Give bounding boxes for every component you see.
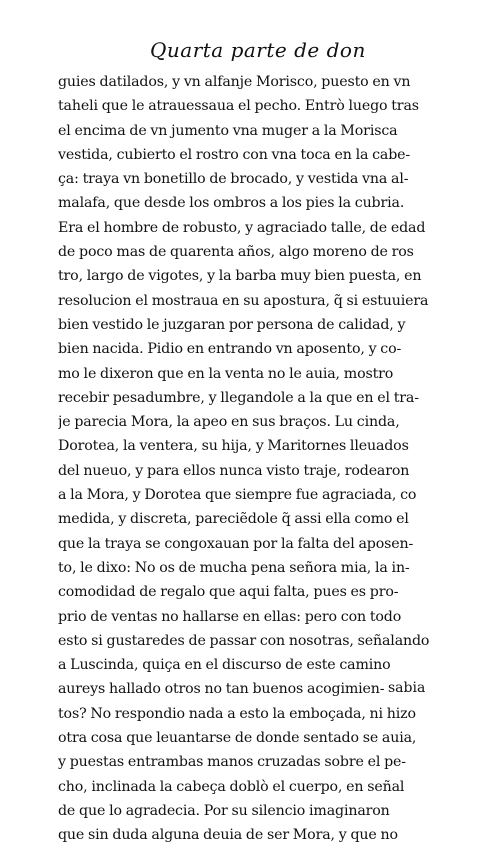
text-line: resolucion el mostraua en su apostura, q̃ si estuuiera [58, 292, 429, 309]
text-line: a la Mora, y Dorotea que siempre fue agraciada, co [58, 487, 417, 504]
text-line: del nueuo, y para ellos nunca visto traje, rodearon [58, 462, 410, 479]
text-line: malafa, que desde los ombros a los pies la cubria. [58, 195, 405, 212]
text-line: medida, y discreta, pareciẽdole q̃ assi ella como el [58, 511, 409, 528]
text-line: a Luscinda, quiça en el discurso de este camino [58, 657, 391, 674]
text-line: comodidad de regalo que aqui falta, pues es pro- [58, 584, 399, 601]
text-line: mo le dixeron que en la venta no le auia, mostro [58, 365, 394, 382]
text-line: que sin duda alguna deuia de ser Mora, y que no [58, 827, 398, 844]
text-line: cho, inclinada la cabeça doblò el cuerpo, en señal [58, 778, 405, 795]
text-line: bien nacida. Pidio en entrando vn aposento, y co- [58, 341, 402, 358]
text-line: vestida, cubierto el rostro con vna toca en la cabe- [58, 146, 411, 163]
text-line: prio de ventas no hallarse en ellas: pero con todo [58, 608, 402, 625]
text-line: recebir pesadumbre, y llegandole a la que en el tra- [58, 389, 419, 406]
text-line: esto si gustaredes de passar con nosotras, señalando [58, 632, 430, 649]
text-line: el encima de vn jumento vna muger a la Morisca [58, 122, 398, 139]
text-line: Dorotea, la ventera, su hija, y Maritornes lleuados [58, 438, 409, 455]
text-line: de poco mas de quarenta años, algo moreno de ros [58, 244, 414, 261]
text-line: y puestas entrambas manos cruzadas sobre el pe- [58, 754, 406, 771]
text-line: guies datilados, y vn alfanje Morisco, puesto en vn [58, 74, 411, 90]
text-line: aureys hallado otros no tan buenos acogimien- [58, 681, 385, 698]
text-line: tro, largo de vigotes, y la barba muy bien puesta, en [58, 268, 422, 285]
text-line: que la traya se congoxauan por la falta del aposen- [58, 535, 414, 552]
text-line: de que lo agradecia. Por su silencio imaginaron [58, 802, 390, 819]
text-line: je parecia Mora, la apeo en sus braços. Lu cinda, [58, 414, 400, 431]
text-line: tos? No respondio nada a esto la emboçada, ni hizo [58, 705, 416, 722]
text-line: taheli que le atrauessaua el pecho. Entrò luego tras [58, 98, 419, 115]
running-head: Quarta parte de don [150, 38, 366, 62]
text-line: ça: traya vn bonetillo de brocado, y vestida vna al- [58, 171, 409, 188]
text-line: bien vestido le juzgaran por persona de calidad, y [58, 316, 406, 333]
text-line: otra cosa que leuantarse de donde sentado se auia, [58, 730, 417, 747]
body-text [58, 70, 448, 848]
text-line: to, le dixo: No os de mucha pena señora mia, la in- [58, 559, 410, 576]
catchword: sabia [388, 680, 426, 696]
text-line: Era el hombre de robusto, y agraciado talle, de edad [58, 219, 426, 236]
